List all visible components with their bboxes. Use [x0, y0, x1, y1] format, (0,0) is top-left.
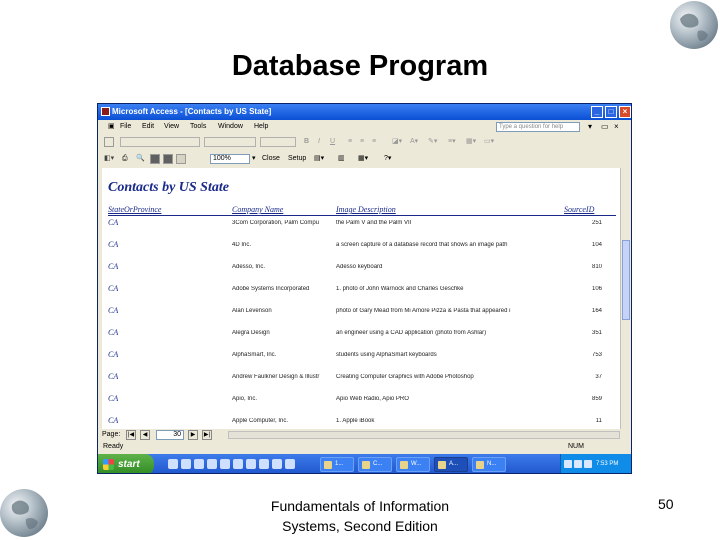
page-navigation — [98, 429, 632, 441]
company-cell: Alegra Design — [232, 330, 270, 336]
quick-launch-icon[interactable] — [181, 459, 191, 469]
source-id-cell: 164 — [591, 308, 602, 314]
state-cell: CA — [108, 416, 119, 425]
table-row — [102, 282, 620, 304]
menu-help[interactable]: Help — [254, 123, 269, 130]
report-title: Contacts by US State — [108, 180, 229, 195]
status-text: Ready — [103, 443, 124, 450]
taskbar — [98, 454, 632, 474]
footer-line-1: Fundamentals of Information — [270, 498, 450, 514]
state-cell: CA — [108, 240, 119, 249]
source-id-cell: 859 — [591, 396, 602, 402]
windows-logo-icon — [103, 459, 114, 470]
special-effect-icon[interactable]: ▭▾ — [484, 138, 495, 145]
database-window-icon[interactable]: ▥ — [338, 155, 345, 162]
taskbar-task[interactable]: N... — [472, 457, 506, 472]
quick-launch-icon[interactable] — [285, 459, 295, 469]
state-cell: CA — [108, 350, 119, 359]
table-row — [102, 414, 620, 429]
quick-launch-icon[interactable] — [233, 459, 243, 469]
source-id-cell: 104 — [591, 242, 602, 248]
quick-launch-icon[interactable] — [220, 459, 230, 469]
underline-icon[interactable]: U — [330, 138, 336, 145]
state-cell: CA — [108, 372, 119, 381]
table-row — [102, 326, 620, 348]
company-cell: Alan Levenson — [232, 308, 272, 314]
company-cell: Adesso, Inc. — [232, 264, 266, 270]
header-description: Image Description — [336, 205, 396, 214]
page-number-input[interactable]: 30 — [156, 430, 184, 440]
menu-window[interactable]: Window — [218, 123, 243, 130]
header-company: Company Name — [232, 205, 284, 214]
quick-launch-icon[interactable] — [259, 459, 269, 469]
start-button[interactable] — [98, 454, 154, 474]
description-cell: photo of Gary Mead from Mi Amore Pizza & Pasta that appeared i — [336, 308, 511, 314]
object-icon[interactable] — [104, 137, 114, 147]
menu-tools[interactable]: Tools — [190, 123, 207, 130]
help-search-input[interactable]: Type a question for help — [496, 122, 580, 132]
formatting-toolbar — [98, 134, 632, 150]
volume-icon[interactable] — [584, 460, 592, 468]
two-pages-icon[interactable] — [163, 154, 173, 164]
status-bar — [98, 441, 632, 453]
bold-icon[interactable]: B — [304, 138, 310, 145]
help-icon[interactable]: ?▾ — [384, 155, 392, 162]
minimize-button[interactable]: _ — [591, 106, 603, 118]
header-source-id: SourceID — [564, 205, 595, 214]
globe-logo-icon — [0, 489, 48, 537]
report-preview — [102, 168, 620, 429]
description-cell: Creating Computer Graphics with Adobe Photoshop — [336, 374, 474, 380]
source-id-cell: 251 — [591, 220, 602, 226]
taskbar-clock: 7:53 PM — [596, 461, 619, 467]
company-cell: 4D Inc. — [232, 242, 252, 248]
description-cell: a screen capture of a database record that shows an image path — [336, 242, 508, 248]
company-cell: Adobe Systems Incorporated — [232, 286, 310, 292]
report-menu-icon[interactable]: ▣ — [108, 123, 115, 130]
fill-color-icon[interactable]: ◪▾ — [392, 138, 403, 145]
state-cell: CA — [108, 218, 119, 227]
border-icon[interactable]: ▦▾ — [466, 138, 477, 145]
multiple-pages-icon[interactable] — [176, 154, 186, 164]
maximize-button[interactable]: □ — [605, 106, 617, 118]
source-id-cell: 351 — [591, 330, 602, 336]
start-label: start — [118, 459, 140, 470]
first-page-button[interactable]: |◀ — [127, 432, 135, 438]
last-page-button[interactable]: ▶| — [203, 432, 211, 438]
source-id-cell: 37 — [595, 374, 602, 380]
access-window — [97, 103, 632, 474]
chevron-down-icon[interactable]: ▾ — [588, 122, 593, 131]
print-icon[interactable]: ⎙ — [122, 155, 128, 162]
office-links-icon[interactable]: ▤▾ — [314, 155, 325, 162]
slide-page-number: 50 — [658, 496, 674, 512]
close-icon[interactable]: × — [614, 122, 619, 131]
company-cell: Andrew Faulkner Design & Illustr — [232, 374, 320, 380]
table-row — [102, 348, 620, 370]
next-page-button[interactable]: ▶ — [188, 430, 198, 440]
font-color-icon[interactable]: A▾ — [410, 138, 419, 145]
header-state: StateOrProvince — [108, 205, 162, 214]
quick-launch-icon[interactable] — [168, 459, 178, 469]
table-row — [102, 216, 620, 238]
line-color-icon[interactable]: ✎▾ — [428, 138, 438, 145]
taskbar-task[interactable]: 1... — [320, 457, 354, 472]
taskbar-task[interactable]: C... — [358, 457, 392, 472]
source-id-cell: 106 — [591, 286, 602, 292]
description-cell: an engineer using a CAD application (photo from Ashlar) — [336, 330, 487, 336]
source-id-cell: 810 — [591, 264, 602, 270]
tray-icon[interactable] — [574, 460, 582, 468]
previous-page-button[interactable]: ◀ — [140, 430, 150, 440]
state-cell: CA — [108, 284, 119, 293]
zoom-icon[interactable]: 🔍 — [136, 155, 145, 162]
print-preview-toolbar — [98, 151, 632, 167]
description-cell: 1. photo of John Warnock and Charles Geschke — [336, 286, 464, 292]
table-row — [102, 370, 620, 392]
object-combo[interactable] — [120, 137, 200, 147]
company-cell: Apple Computer, Inc. — [232, 418, 289, 424]
menu-file[interactable]: File — [120, 123, 132, 130]
source-id-cell: 753 — [591, 352, 602, 358]
footer-line-2: Systems, Second Edition — [282, 518, 438, 534]
source-id-cell: 11 — [595, 418, 602, 424]
company-cell: Apio, Inc. — [232, 396, 258, 402]
window-title: Microsoft Access - [Contacts by US State] — [112, 107, 272, 116]
align-left-icon[interactable]: ≡ — [348, 138, 353, 145]
one-page-icon[interactable] — [150, 154, 160, 164]
slide-footer — [230, 496, 490, 536]
table-row — [102, 304, 620, 326]
description-cell: the Palm V and the Palm VII — [336, 220, 412, 226]
scroll-thumb[interactable] — [622, 240, 630, 320]
zoom-dropdown-icon[interactable]: ▾ — [252, 155, 256, 162]
state-cell: CA — [108, 328, 119, 337]
new-object-icon[interactable]: ▦▾ — [358, 155, 369, 162]
quick-launch-icon[interactable] — [246, 459, 256, 469]
tray-icon[interactable] — [564, 460, 572, 468]
num-lock-indicator: NUM — [568, 443, 584, 450]
vertical-scrollbar[interactable] — [620, 168, 630, 429]
slide-title: Database Program — [231, 50, 489, 82]
horizontal-scrollbar[interactable] — [228, 431, 620, 439]
quick-launch-icon[interactable] — [194, 459, 204, 469]
globe-logo-icon — [670, 1, 718, 49]
size-combo[interactable] — [260, 137, 296, 147]
close-window-button[interactable]: × — [619, 106, 631, 118]
quick-launch-icon[interactable] — [207, 459, 217, 469]
description-cell: students using AlphaSmart keyboards — [336, 352, 437, 358]
align-center-icon[interactable]: ≡ — [360, 138, 365, 145]
font-combo[interactable] — [204, 137, 256, 147]
description-cell: Apio Web Radio, Apio PRO — [336, 396, 409, 402]
quick-launch-icon[interactable] — [272, 459, 282, 469]
company-cell: AlphaSmart, Inc. — [232, 352, 277, 358]
menu-bar — [98, 120, 632, 134]
description-cell: 1. Apple iBook — [336, 418, 375, 424]
state-cell: CA — [108, 262, 119, 271]
taskbar-task[interactable]: W... — [396, 457, 430, 472]
state-cell: CA — [108, 306, 119, 315]
menu-edit[interactable]: Edit — [142, 123, 155, 130]
state-cell: CA — [108, 394, 119, 403]
italic-icon[interactable]: I — [318, 138, 320, 145]
table-row — [102, 392, 620, 414]
zoom-select[interactable]: 100% — [210, 154, 250, 164]
table-row — [102, 260, 620, 282]
view-icon[interactable]: ◧▾ — [104, 155, 115, 162]
access-app-icon — [101, 107, 110, 116]
restore-icon[interactable]: ▭ — [601, 122, 609, 131]
close-preview-button[interactable]: Close — [262, 155, 280, 162]
system-tray — [560, 454, 632, 474]
table-row — [102, 238, 620, 260]
align-right-icon[interactable]: ≡ — [372, 138, 377, 145]
description-cell: Adesso keyboard — [336, 264, 383, 270]
taskbar-task-active[interactable]: A... — [434, 457, 468, 472]
window-titlebar — [98, 104, 632, 120]
page-label: Page: — [102, 431, 121, 438]
line-width-icon[interactable]: ≡▾ — [448, 138, 456, 145]
setup-button[interactable]: Setup — [288, 155, 307, 162]
menu-view[interactable]: View — [164, 123, 180, 130]
company-cell: 3Com Corporation, Palm Compu — [232, 220, 320, 226]
